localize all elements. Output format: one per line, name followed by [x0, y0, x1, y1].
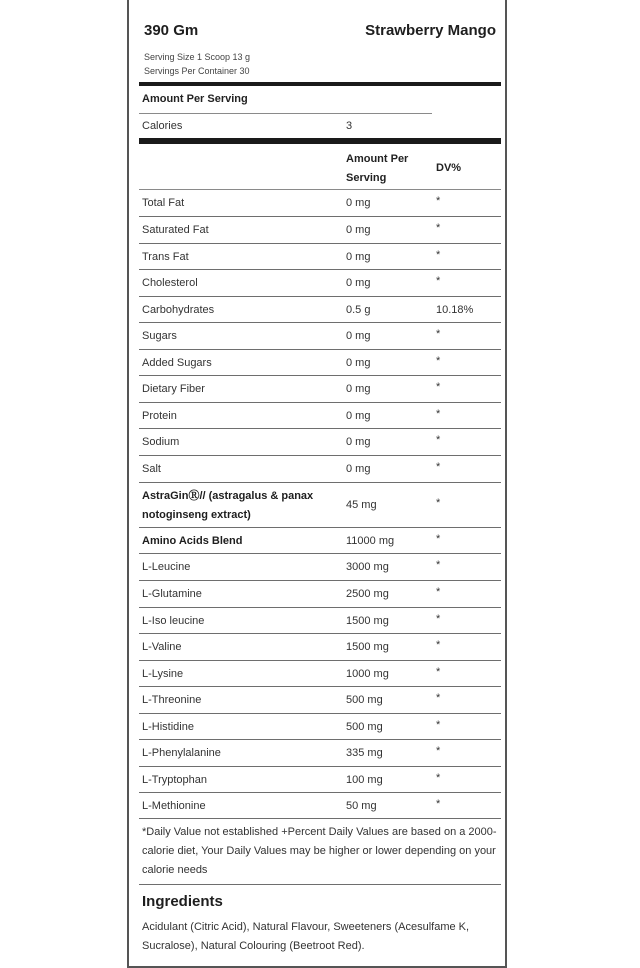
nutrient-dv: *	[436, 639, 441, 651]
nutrient-amount: 1500 mg	[346, 641, 389, 653]
nutrient-name: L-Iso leucine	[142, 615, 205, 627]
table-row	[139, 483, 501, 528]
nutrient-dv: *	[436, 613, 441, 625]
nutrient-name: L-Methionine	[142, 800, 206, 812]
nutrient-dv: *	[436, 195, 441, 207]
nutrient-dv: 10.18%	[436, 304, 474, 316]
nutrient-amount: 0 mg	[346, 463, 371, 475]
nutrient-amount: 45 mg	[346, 499, 377, 511]
nutrient-dv: *	[436, 355, 441, 367]
nutrient-name: Sodium	[142, 436, 180, 448]
net-weight: 390 Gm	[144, 22, 199, 39]
nutrient-name: L-Tryptophan	[142, 774, 208, 786]
calories-label: Calories	[142, 120, 183, 132]
label-header	[144, 22, 496, 42]
nutrient-amount: 2500 mg	[346, 588, 389, 600]
dv-column-header: DV%	[436, 162, 462, 174]
table-row	[139, 687, 501, 714]
nutrient-dv: *	[436, 461, 441, 473]
nutrient-dv: *	[436, 666, 441, 678]
nutrient-amount: 3000 mg	[346, 561, 389, 573]
nutrient-dv: *	[436, 533, 441, 545]
nutrient-name: L-Threonine	[142, 694, 202, 706]
thick-divider	[139, 82, 501, 86]
table-row	[139, 767, 501, 793]
nutrient-name: L-Leucine	[142, 561, 191, 573]
nutrient-dv: *	[436, 222, 441, 234]
table-row	[139, 190, 501, 217]
table-row	[139, 429, 501, 456]
table-row	[139, 634, 501, 661]
nutrient-dv: *	[436, 434, 441, 446]
table-row	[139, 217, 501, 244]
nutrient-amount: 0 mg	[346, 224, 371, 236]
table-row	[139, 244, 501, 270]
nutrient-name: Salt	[142, 463, 161, 475]
nutrient-amount: 0 mg	[346, 383, 371, 395]
table-row	[139, 376, 501, 403]
thick-divider	[139, 138, 501, 144]
nutrient-amount: 0 mg	[346, 410, 371, 422]
nutrient-amount: 11000 mg	[346, 535, 395, 547]
table-row	[139, 793, 501, 819]
nutrient-name: L-Histidine	[142, 721, 194, 733]
nutrient-name: Carbohydrates	[142, 304, 215, 316]
nutrient-dv: *	[436, 772, 441, 784]
table-row	[139, 554, 501, 581]
nutrient-dv: *	[436, 745, 441, 757]
nutrient-name: L-Lysine	[142, 668, 184, 680]
divider	[139, 113, 432, 114]
nutrient-dv: *	[436, 692, 441, 704]
nutrient-dv: *	[436, 497, 441, 509]
nutrient-dv: *	[436, 328, 441, 340]
table-row	[139, 608, 501, 634]
serving-size: Serving Size 1 Scoop 13 g	[144, 52, 251, 62]
nutrient-name: Protein	[142, 410, 177, 422]
nutrient-dv: *	[436, 408, 441, 420]
nutrient-name: AstraGinⓇ// (astragalus & panax notoginseng extract)	[142, 490, 314, 521]
table-row	[139, 270, 501, 297]
amount-per-serving-heading: Amount Per Serving	[142, 93, 248, 105]
nutrient-amount: 0 mg	[346, 436, 371, 448]
nutrient-name: Dietary Fiber	[142, 383, 205, 395]
divider	[139, 884, 501, 885]
nutrient-name: Amino Acids Blend	[142, 535, 243, 547]
nutrition-facts-panel	[127, 0, 507, 968]
table-row	[139, 350, 501, 376]
nutrient-name: Trans Fat	[142, 251, 189, 263]
nutrient-amount: 500 mg	[346, 694, 383, 706]
nutrient-name: Cholesterol	[142, 277, 198, 289]
footnote: *Daily Value not established +Percent Daily Values are based on a 2000-calorie diet, Your Daily Values may be higher or lower depending on your calorie needs	[142, 826, 497, 876]
nutrient-dv: *	[436, 586, 441, 598]
nutrient-name: L-Glutamine	[142, 588, 202, 600]
nutrient-amount: 0.5 g	[346, 304, 371, 316]
nutrient-amount: 0 mg	[346, 277, 371, 289]
nutrient-name: Total Fat	[142, 197, 185, 209]
ingredients-text: Acidulant (Citric Acid), Natural Flavour, Sweeteners (Acesulfame K, Sucralose), Natural Colouring (Beetroot Red).	[142, 921, 470, 952]
flavor-name: Strawberry Mango	[365, 22, 496, 39]
nutrient-amount: 1500 mg	[346, 615, 389, 627]
nutrient-dv: *	[436, 798, 441, 810]
servings-per-container: Servings Per Container 30	[144, 66, 250, 76]
nutrient-dv: *	[436, 249, 441, 261]
table-row	[139, 714, 501, 740]
nutrient-amount: 0 mg	[346, 251, 371, 263]
nutrient-amount: 0 mg	[346, 197, 371, 209]
nutrient-dv: *	[436, 275, 441, 287]
table-row	[139, 403, 501, 429]
nutrient-amount: 500 mg	[346, 721, 383, 733]
table-row	[139, 528, 501, 554]
table-row	[139, 581, 501, 608]
nutrient-name: L-Valine	[142, 641, 182, 653]
nutrient-name: Added Sugars	[142, 357, 212, 369]
nutrient-dv: *	[436, 559, 441, 571]
nutrient-name: L-Phenylalanine	[142, 747, 221, 759]
nutrient-amount: 1000 mg	[346, 668, 389, 680]
table-row	[139, 297, 501, 323]
nutrient-amount: 50 mg	[346, 800, 377, 812]
table-row	[139, 661, 501, 687]
nutrient-amount: 0 mg	[346, 357, 371, 369]
nutrient-name: Sugars	[142, 330, 177, 342]
nutrient-amount: 0 mg	[346, 330, 371, 342]
table-row	[139, 323, 501, 350]
nutrient-dv: *	[436, 381, 441, 393]
table-row	[139, 740, 501, 767]
ingredients-title: Ingredients	[142, 893, 223, 910]
nutrient-name: Saturated Fat	[142, 224, 209, 236]
nutrient-dv: *	[436, 719, 441, 731]
nutrient-amount: 335 mg	[346, 747, 383, 759]
table-row	[139, 456, 501, 483]
nutrient-amount: 100 mg	[346, 774, 383, 786]
calories-value: 3	[346, 120, 353, 132]
amount-column-header: Amount Per Serving	[346, 153, 409, 184]
